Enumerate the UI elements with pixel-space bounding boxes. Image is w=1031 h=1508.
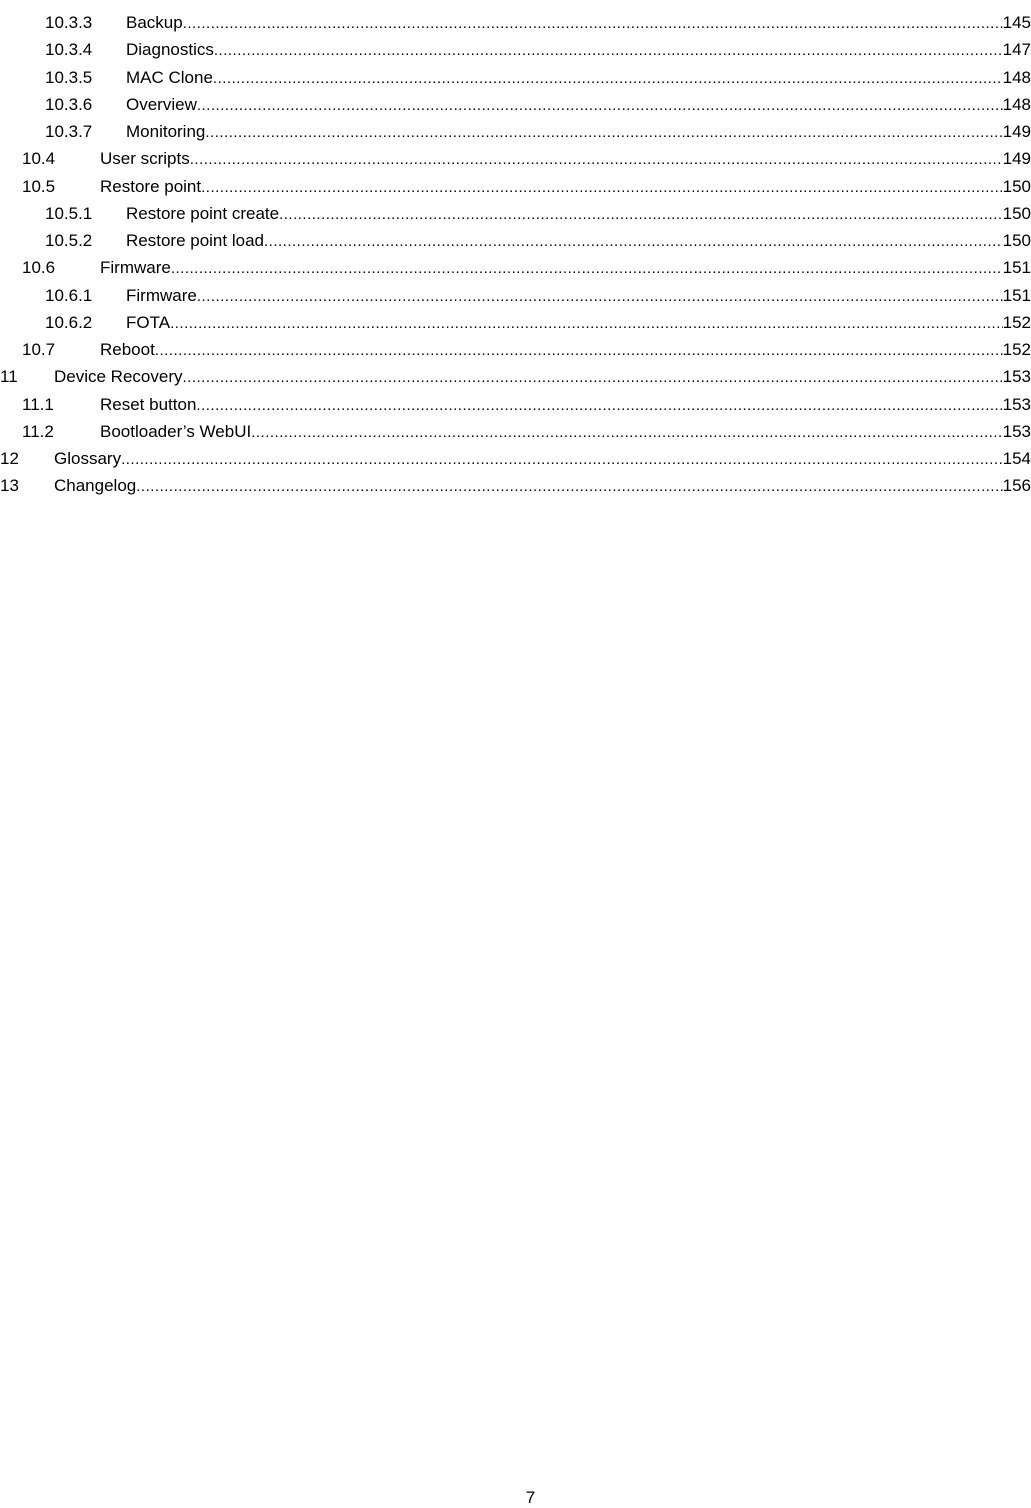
toc-entry[interactable] xyxy=(0,309,1031,336)
toc-entry-title: FOTA xyxy=(126,312,171,332)
toc-entry-title: Glossary xyxy=(54,449,122,468)
toc-entry-number: 12 xyxy=(0,449,19,468)
toc-dot-leader xyxy=(196,392,1002,419)
toc-entry-title: User scripts xyxy=(100,149,190,169)
toc-entry-number: 10.7 xyxy=(22,340,56,359)
toc-entry-title: Backup xyxy=(126,13,183,32)
toc-dot-leader xyxy=(214,37,1003,64)
toc-entry-page: 150 xyxy=(1002,176,1031,196)
toc-entry-number: 11.1 xyxy=(22,394,54,414)
toc-entry-title: Restore point xyxy=(100,176,202,196)
toc-entry-page: 148 xyxy=(1002,67,1031,87)
toc-entry-title: Firmware xyxy=(126,285,197,305)
toc-entry[interactable] xyxy=(0,472,1031,499)
toc-entry[interactable] xyxy=(0,200,1031,227)
toc-entry-number: 10.5 xyxy=(22,176,56,196)
toc-entry-title: Firmware xyxy=(100,258,171,278)
toc-entry[interactable] xyxy=(0,9,1031,36)
toc-entry-number: 10.3.5 xyxy=(45,67,93,87)
toc-entry-title: Restore point load xyxy=(126,231,264,250)
toc-dot-leader xyxy=(279,201,1003,228)
toc-entry-page: 151 xyxy=(1002,258,1031,278)
toc-dot-leader xyxy=(136,473,1002,500)
toc-entry[interactable] xyxy=(0,391,1031,418)
toc-entry-page: 151 xyxy=(1002,285,1031,305)
toc-dot-leader xyxy=(183,10,1003,37)
toc-dot-leader xyxy=(155,337,1003,364)
toc-entry[interactable] xyxy=(0,363,1031,390)
toc-entry-page: 150 xyxy=(1002,203,1031,223)
toc-entry-number: 10.3.4 xyxy=(45,40,93,60)
toc-entry-page: 156 xyxy=(1002,476,1031,496)
toc-entry-number: 10.6.1 xyxy=(45,285,93,305)
toc-entry-title: Changelog xyxy=(54,476,137,496)
toc-dot-leader xyxy=(190,146,1003,173)
toc-entry[interactable] xyxy=(0,445,1031,472)
toc-entry-number: 10.3.6 xyxy=(45,94,93,114)
toc-entry-page: 152 xyxy=(1002,312,1031,332)
toc-dot-leader xyxy=(183,364,1003,391)
toc-entry-title: Restore point create xyxy=(126,203,280,223)
toc-entry[interactable] xyxy=(0,173,1031,200)
toc-dot-leader xyxy=(121,446,1003,473)
toc-dot-leader xyxy=(205,119,1002,146)
toc-entry-title: Diagnostics xyxy=(126,40,214,60)
toc-entry-title: Reset button xyxy=(100,394,197,414)
toc-entry-number: 11 xyxy=(0,367,18,387)
toc-entry-page: 153 xyxy=(1002,421,1031,441)
toc-entry[interactable] xyxy=(0,36,1031,63)
toc-entry-page: 149 xyxy=(1002,149,1031,169)
toc-dot-leader xyxy=(197,283,1003,310)
toc-entry-page: 153 xyxy=(1002,394,1031,414)
toc-entry-page: 150 xyxy=(1002,231,1031,250)
toc-entry-number: 10.6 xyxy=(22,258,56,278)
toc-entry[interactable] xyxy=(0,418,1031,445)
toc-entry-page: 147 xyxy=(1002,40,1031,60)
toc-entry[interactable] xyxy=(0,64,1031,91)
toc-entry[interactable] xyxy=(0,282,1031,309)
toc-entry-page: 152 xyxy=(1002,340,1031,359)
toc-dot-leader xyxy=(264,228,1003,255)
toc-entry-title: Overview xyxy=(126,94,197,114)
toc-entry[interactable] xyxy=(0,118,1031,145)
toc-entry-title: Reboot xyxy=(100,340,155,359)
toc-entry-page: 148 xyxy=(1002,94,1031,114)
toc-entry-page: 145 xyxy=(1002,13,1031,32)
toc-dot-leader xyxy=(171,255,1003,282)
toc-entry-number: 11.2 xyxy=(22,421,54,441)
toc-entry[interactable] xyxy=(0,91,1031,118)
toc-entry-number: 10.5.2 xyxy=(45,231,93,250)
toc-dot-leader xyxy=(170,310,1003,337)
toc-entry-number: 10.3.3 xyxy=(45,13,93,32)
toc-entry[interactable] xyxy=(0,227,1031,254)
toc-dot-leader xyxy=(213,65,1003,92)
toc-entry-page: 154 xyxy=(1002,449,1031,468)
toc-entry-number: 10.4 xyxy=(22,149,56,169)
toc-entry-title: MAC Clone xyxy=(126,67,213,87)
toc-entry[interactable] xyxy=(0,336,1031,363)
toc-dot-leader xyxy=(201,174,1003,201)
toc-dot-leader xyxy=(251,419,1002,446)
toc-entry-title: Device Recovery xyxy=(54,367,183,387)
toc-entry-title: Monitoring xyxy=(126,122,206,141)
toc-dot-leader xyxy=(197,92,1003,119)
page-number: 7 xyxy=(525,1488,536,1507)
toc-entry-number: 13 xyxy=(0,476,19,496)
toc-entry-number: 10.6.2 xyxy=(45,312,93,332)
toc-entry-number: 10.5.1 xyxy=(45,203,93,223)
toc-entry-page: 153 xyxy=(1002,367,1031,387)
toc-entry-page: 149 xyxy=(1002,122,1031,141)
toc-entry-number: 10.3.7 xyxy=(45,122,93,141)
toc-entry[interactable] xyxy=(0,254,1031,281)
toc-entry[interactable] xyxy=(0,145,1031,172)
toc-entry-title: Bootloader’s WebUI xyxy=(100,421,252,441)
